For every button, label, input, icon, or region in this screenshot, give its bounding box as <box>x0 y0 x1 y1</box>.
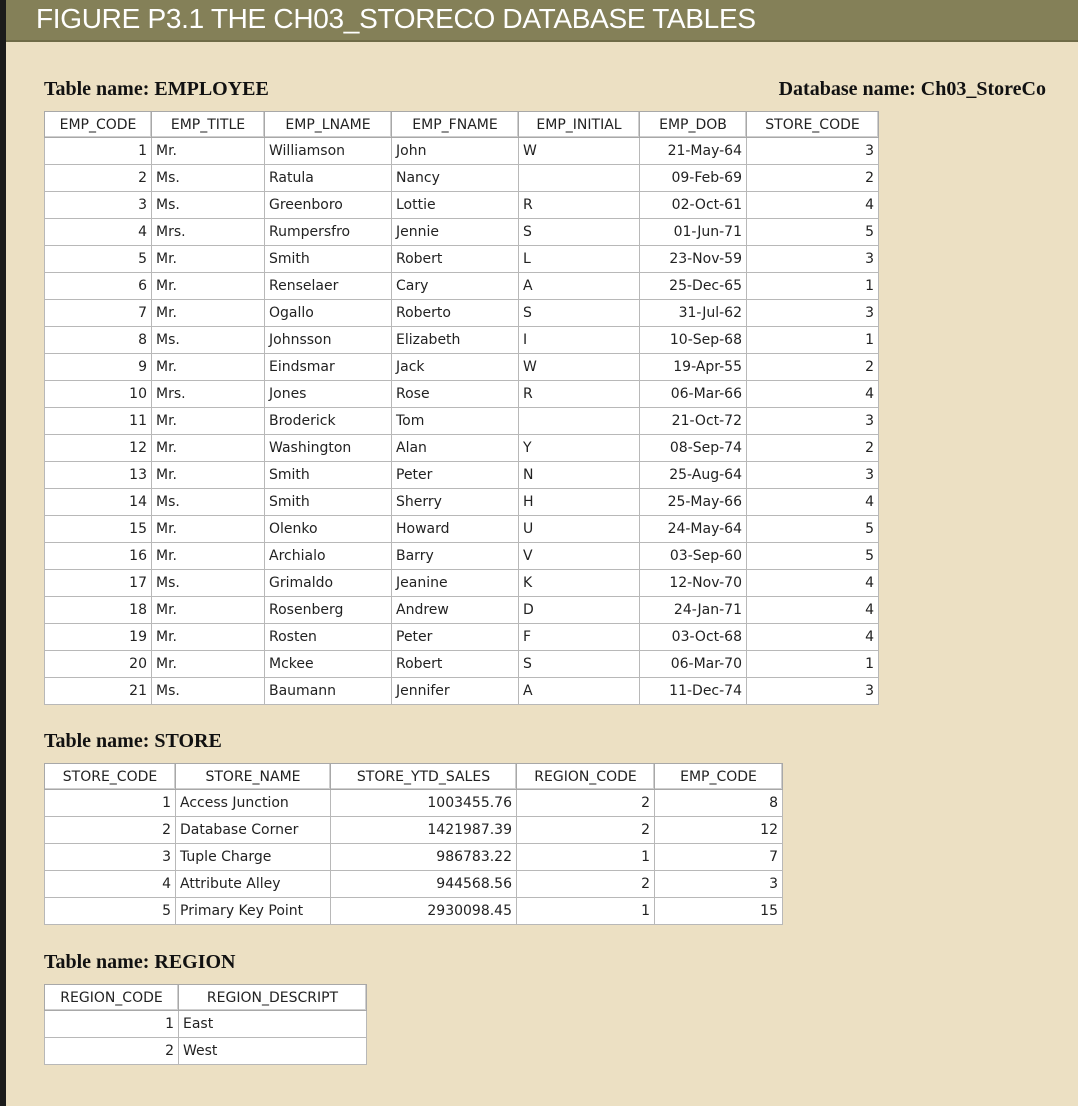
store-column-header: STORE_CODE <box>45 764 176 790</box>
employee-cell: 18 <box>45 597 152 624</box>
employee-cell: Mr. <box>152 354 265 381</box>
employee-cell: 1 <box>747 327 879 354</box>
store-cell: Database Corner <box>176 817 331 844</box>
employee-cell: 24-Jan-71 <box>640 597 747 624</box>
region-table-row <box>45 1038 367 1065</box>
employee-cell: Mr. <box>152 408 265 435</box>
store-cell: 2930098.45 <box>331 898 517 925</box>
employee-cell: Olenko <box>265 516 392 543</box>
employee-cell: 3 <box>747 246 879 273</box>
employee-cell: Lottie <box>392 192 519 219</box>
employee-cell: Rumpersfro <box>265 219 392 246</box>
employee-column-header: EMP_CODE <box>45 112 152 138</box>
employee-cell: Robert <box>392 246 519 273</box>
employee-cell: Mrs. <box>152 219 265 246</box>
employee-table-row <box>45 624 879 651</box>
employee-cell: S <box>519 651 640 678</box>
employee-table-row <box>45 543 879 570</box>
employee-cell: 20 <box>45 651 152 678</box>
employee-cell <box>519 408 640 435</box>
store-cell: 8 <box>655 790 783 817</box>
store-cell: 3 <box>45 844 176 871</box>
store-cell: 4 <box>45 871 176 898</box>
employee-cell <box>519 165 640 192</box>
employee-cell: 03-Sep-60 <box>640 543 747 570</box>
employee-cell: 5 <box>747 543 879 570</box>
employee-cell: Jones <box>265 381 392 408</box>
employee-table-row <box>45 138 879 165</box>
store-table-row <box>45 790 783 817</box>
employee-cell: 1 <box>747 273 879 300</box>
store-cell: 2 <box>517 817 655 844</box>
employee-cell: Mr. <box>152 435 265 462</box>
store-cell: Access Junction <box>176 790 331 817</box>
employee-table-row <box>45 678 879 705</box>
employee-cell: Ogallo <box>265 300 392 327</box>
employee-cell: Mr. <box>152 597 265 624</box>
employee-cell: 23-Nov-59 <box>640 246 747 273</box>
employee-cell: Jeanine <box>392 570 519 597</box>
employee-column-header: EMP_INITIAL <box>519 112 640 138</box>
figure-title: FIGURE P3.1 THE CH03_STORECO DATABASE TABLES <box>36 3 756 34</box>
employee-cell: Baumann <box>265 678 392 705</box>
employee-cell: Rosenberg <box>265 597 392 624</box>
employee-table-row <box>45 246 879 273</box>
employee-cell: 03-Oct-68 <box>640 624 747 651</box>
store-cell: 2 <box>45 817 176 844</box>
store-cell: 1 <box>517 898 655 925</box>
employee-cell: Johnsson <box>265 327 392 354</box>
store-cell: 15 <box>655 898 783 925</box>
employee-table-row <box>45 165 879 192</box>
employee-cell: Mr. <box>152 138 265 165</box>
employee-cell: W <box>519 138 640 165</box>
employee-cell: L <box>519 246 640 273</box>
employee-cell: Mr. <box>152 462 265 489</box>
employee-cell: 7 <box>45 300 152 327</box>
employee-cell: Mckee <box>265 651 392 678</box>
employee-cell: 3 <box>747 300 879 327</box>
employee-cell: 6 <box>45 273 152 300</box>
store-cell: 1 <box>517 844 655 871</box>
employee-cell: Smith <box>265 489 392 516</box>
store-cell: 986783.22 <box>331 844 517 871</box>
employee-table-row <box>45 192 879 219</box>
employee-cell: Rose <box>392 381 519 408</box>
employee-table-row <box>45 273 879 300</box>
employee-cell: 4 <box>747 489 879 516</box>
store-cell: 3 <box>655 871 783 898</box>
employee-cell: Robert <box>392 651 519 678</box>
employee-cell: 10 <box>45 381 152 408</box>
employee-cell: Mr. <box>152 624 265 651</box>
employee-cell: Mr. <box>152 543 265 570</box>
employee-cell: Andrew <box>392 597 519 624</box>
store-cell: 12 <box>655 817 783 844</box>
employee-cell: Smith <box>265 246 392 273</box>
employee-table <box>44 111 879 705</box>
employee-cell: 24-May-64 <box>640 516 747 543</box>
store-column-header: REGION_CODE <box>517 764 655 790</box>
employee-cell: 5 <box>747 516 879 543</box>
store-cell: 1003455.76 <box>331 790 517 817</box>
employee-cell: Ms. <box>152 192 265 219</box>
employee-cell: Grimaldo <box>265 570 392 597</box>
store-cell: 944568.56 <box>331 871 517 898</box>
employee-cell: 31-Jul-62 <box>640 300 747 327</box>
employee-cell: S <box>519 219 640 246</box>
employee-cell: 01-Jun-71 <box>640 219 747 246</box>
employee-cell: R <box>519 381 640 408</box>
employee-cell: V <box>519 543 640 570</box>
employee-cell: 4 <box>747 624 879 651</box>
employee-cell: Greenboro <box>265 192 392 219</box>
region-cell: West <box>179 1038 367 1065</box>
employee-cell: 8 <box>45 327 152 354</box>
employee-cell: Ms. <box>152 327 265 354</box>
employee-cell: N <box>519 462 640 489</box>
store-column-header: STORE_NAME <box>176 764 331 790</box>
employee-column-header: EMP_DOB <box>640 112 747 138</box>
employee-cell: 3 <box>747 678 879 705</box>
employee-cell: Jennifer <box>392 678 519 705</box>
employee-cell: John <box>392 138 519 165</box>
employee-cell: 3 <box>747 138 879 165</box>
employee-cell: 16 <box>45 543 152 570</box>
employee-cell: K <box>519 570 640 597</box>
region-table-label: Table name: REGION <box>44 951 236 973</box>
region-cell: 2 <box>45 1038 179 1065</box>
employee-cell: 5 <box>45 246 152 273</box>
figure-header <box>6 0 1078 42</box>
store-table-row <box>45 844 783 871</box>
employee-cell: 4 <box>747 192 879 219</box>
employee-cell: Washington <box>265 435 392 462</box>
region-column-header: REGION_DESCRIPT <box>179 985 367 1011</box>
employee-table-row <box>45 570 879 597</box>
employee-cell: 06-Mar-70 <box>640 651 747 678</box>
employee-cell: 3 <box>747 462 879 489</box>
employee-cell: 4 <box>747 570 879 597</box>
employee-cell: 1 <box>45 138 152 165</box>
employee-cell: 9 <box>45 354 152 381</box>
employee-cell: Ratula <box>265 165 392 192</box>
region-table-row <box>45 1011 367 1038</box>
store-column-header: STORE_YTD_SALES <box>331 764 517 790</box>
employee-cell: Barry <box>392 543 519 570</box>
employee-table-row <box>45 462 879 489</box>
employee-cell: 21 <box>45 678 152 705</box>
employee-column-header: EMP_FNAME <box>392 112 519 138</box>
store-cell: 7 <box>655 844 783 871</box>
employee-cell: Ms. <box>152 570 265 597</box>
store-cell: 5 <box>45 898 176 925</box>
employee-cell: Jennie <box>392 219 519 246</box>
employee-table-row <box>45 219 879 246</box>
employee-cell: 11 <box>45 408 152 435</box>
employee-cell: 4 <box>45 219 152 246</box>
employee-cell: Elizabeth <box>392 327 519 354</box>
region-cell: 1 <box>45 1011 179 1038</box>
employee-table-row <box>45 300 879 327</box>
employee-cell: Broderick <box>265 408 392 435</box>
employee-cell: 12 <box>45 435 152 462</box>
employee-cell: Eindsmar <box>265 354 392 381</box>
employee-cell: F <box>519 624 640 651</box>
employee-cell: Mr. <box>152 246 265 273</box>
employee-table-row <box>45 435 879 462</box>
figure-frame <box>6 0 1078 1106</box>
employee-cell: 08-Sep-74 <box>640 435 747 462</box>
store-cell: Primary Key Point <box>176 898 331 925</box>
employee-cell: 25-Aug-64 <box>640 462 747 489</box>
employee-cell: 4 <box>747 597 879 624</box>
store-cell: Tuple Charge <box>176 844 331 871</box>
employee-cell: Peter <box>392 462 519 489</box>
employee-cell: Rosten <box>265 624 392 651</box>
employee-cell: Roberto <box>392 300 519 327</box>
employee-cell: 1 <box>747 651 879 678</box>
employee-cell: 21-May-64 <box>640 138 747 165</box>
employee-cell: 09-Feb-69 <box>640 165 747 192</box>
employee-cell: Williamson <box>265 138 392 165</box>
store-cell: Attribute Alley <box>176 871 331 898</box>
employee-cell: Sherry <box>392 489 519 516</box>
employee-table-row <box>45 327 879 354</box>
employee-column-header: EMP_LNAME <box>265 112 392 138</box>
employee-cell: 3 <box>747 408 879 435</box>
employee-cell: W <box>519 354 640 381</box>
employee-cell: 12-Nov-70 <box>640 570 747 597</box>
employee-cell: 3 <box>45 192 152 219</box>
employee-cell: Peter <box>392 624 519 651</box>
store-table-row <box>45 898 783 925</box>
employee-cell: 19 <box>45 624 152 651</box>
region-cell: East <box>179 1011 367 1038</box>
employee-cell: Mr. <box>152 516 265 543</box>
employee-cell: 06-Mar-66 <box>640 381 747 408</box>
region-table <box>44 984 367 1065</box>
employee-cell: 02-Oct-61 <box>640 192 747 219</box>
store-cell: 1421987.39 <box>331 817 517 844</box>
employee-cell: 25-Dec-65 <box>640 273 747 300</box>
employee-table-row <box>45 651 879 678</box>
employee-cell: A <box>519 273 640 300</box>
employee-cell: 13 <box>45 462 152 489</box>
store-cell: 2 <box>517 790 655 817</box>
employee-cell: Tom <box>392 408 519 435</box>
region-header-row <box>45 985 367 1011</box>
employee-table-row <box>45 516 879 543</box>
employee-cell: 4 <box>747 381 879 408</box>
employee-cell: Renselaer <box>265 273 392 300</box>
employee-cell: 25-May-66 <box>640 489 747 516</box>
employee-cell: H <box>519 489 640 516</box>
employee-header-row <box>45 112 879 138</box>
employee-table-row <box>45 489 879 516</box>
employee-cell: Ms. <box>152 678 265 705</box>
employee-cell: S <box>519 300 640 327</box>
store-cell: 1 <box>45 790 176 817</box>
employee-cell: 5 <box>747 219 879 246</box>
employee-cell: Mr. <box>152 300 265 327</box>
employee-cell: Ms. <box>152 165 265 192</box>
employee-table-label: Table name: EMPLOYEE <box>44 78 269 100</box>
employee-table-row <box>45 381 879 408</box>
store-table-row <box>45 817 783 844</box>
employee-table-row <box>45 408 879 435</box>
employee-cell: Ms. <box>152 489 265 516</box>
employee-cell: Archialo <box>265 543 392 570</box>
database-name-label: Database name: Ch03_StoreCo <box>778 78 1046 100</box>
employee-cell: D <box>519 597 640 624</box>
employee-cell: Alan <box>392 435 519 462</box>
store-table <box>44 763 783 925</box>
employee-cell: 15 <box>45 516 152 543</box>
employee-cell: Smith <box>265 462 392 489</box>
employee-cell: 10-Sep-68 <box>640 327 747 354</box>
employee-cell: 2 <box>747 165 879 192</box>
employee-column-header: EMP_TITLE <box>152 112 265 138</box>
employee-cell: 17 <box>45 570 152 597</box>
employee-cell: R <box>519 192 640 219</box>
employee-cell: I <box>519 327 640 354</box>
store-header-row <box>45 764 783 790</box>
employee-cell: 21-Oct-72 <box>640 408 747 435</box>
employee-cell: 19-Apr-55 <box>640 354 747 381</box>
store-column-header: EMP_CODE <box>655 764 783 790</box>
employee-cell: U <box>519 516 640 543</box>
store-cell: 2 <box>517 871 655 898</box>
employee-column-header: STORE_CODE <box>747 112 879 138</box>
employee-cell: Mr. <box>152 273 265 300</box>
employee-cell: 2 <box>747 435 879 462</box>
employee-cell: 14 <box>45 489 152 516</box>
region-column-header: REGION_CODE <box>45 985 179 1011</box>
employee-cell: 2 <box>45 165 152 192</box>
employee-table-row <box>45 597 879 624</box>
store-table-row <box>45 871 783 898</box>
store-table-label: Table name: STORE <box>44 730 222 752</box>
employee-cell: 2 <box>747 354 879 381</box>
employee-cell: Mrs. <box>152 381 265 408</box>
employee-cell: Cary <box>392 273 519 300</box>
employee-cell: Y <box>519 435 640 462</box>
employee-cell: Howard <box>392 516 519 543</box>
employee-cell: Mr. <box>152 651 265 678</box>
employee-cell: 11-Dec-74 <box>640 678 747 705</box>
employee-cell: Jack <box>392 354 519 381</box>
employee-table-row <box>45 354 879 381</box>
employee-cell: Nancy <box>392 165 519 192</box>
employee-cell: A <box>519 678 640 705</box>
